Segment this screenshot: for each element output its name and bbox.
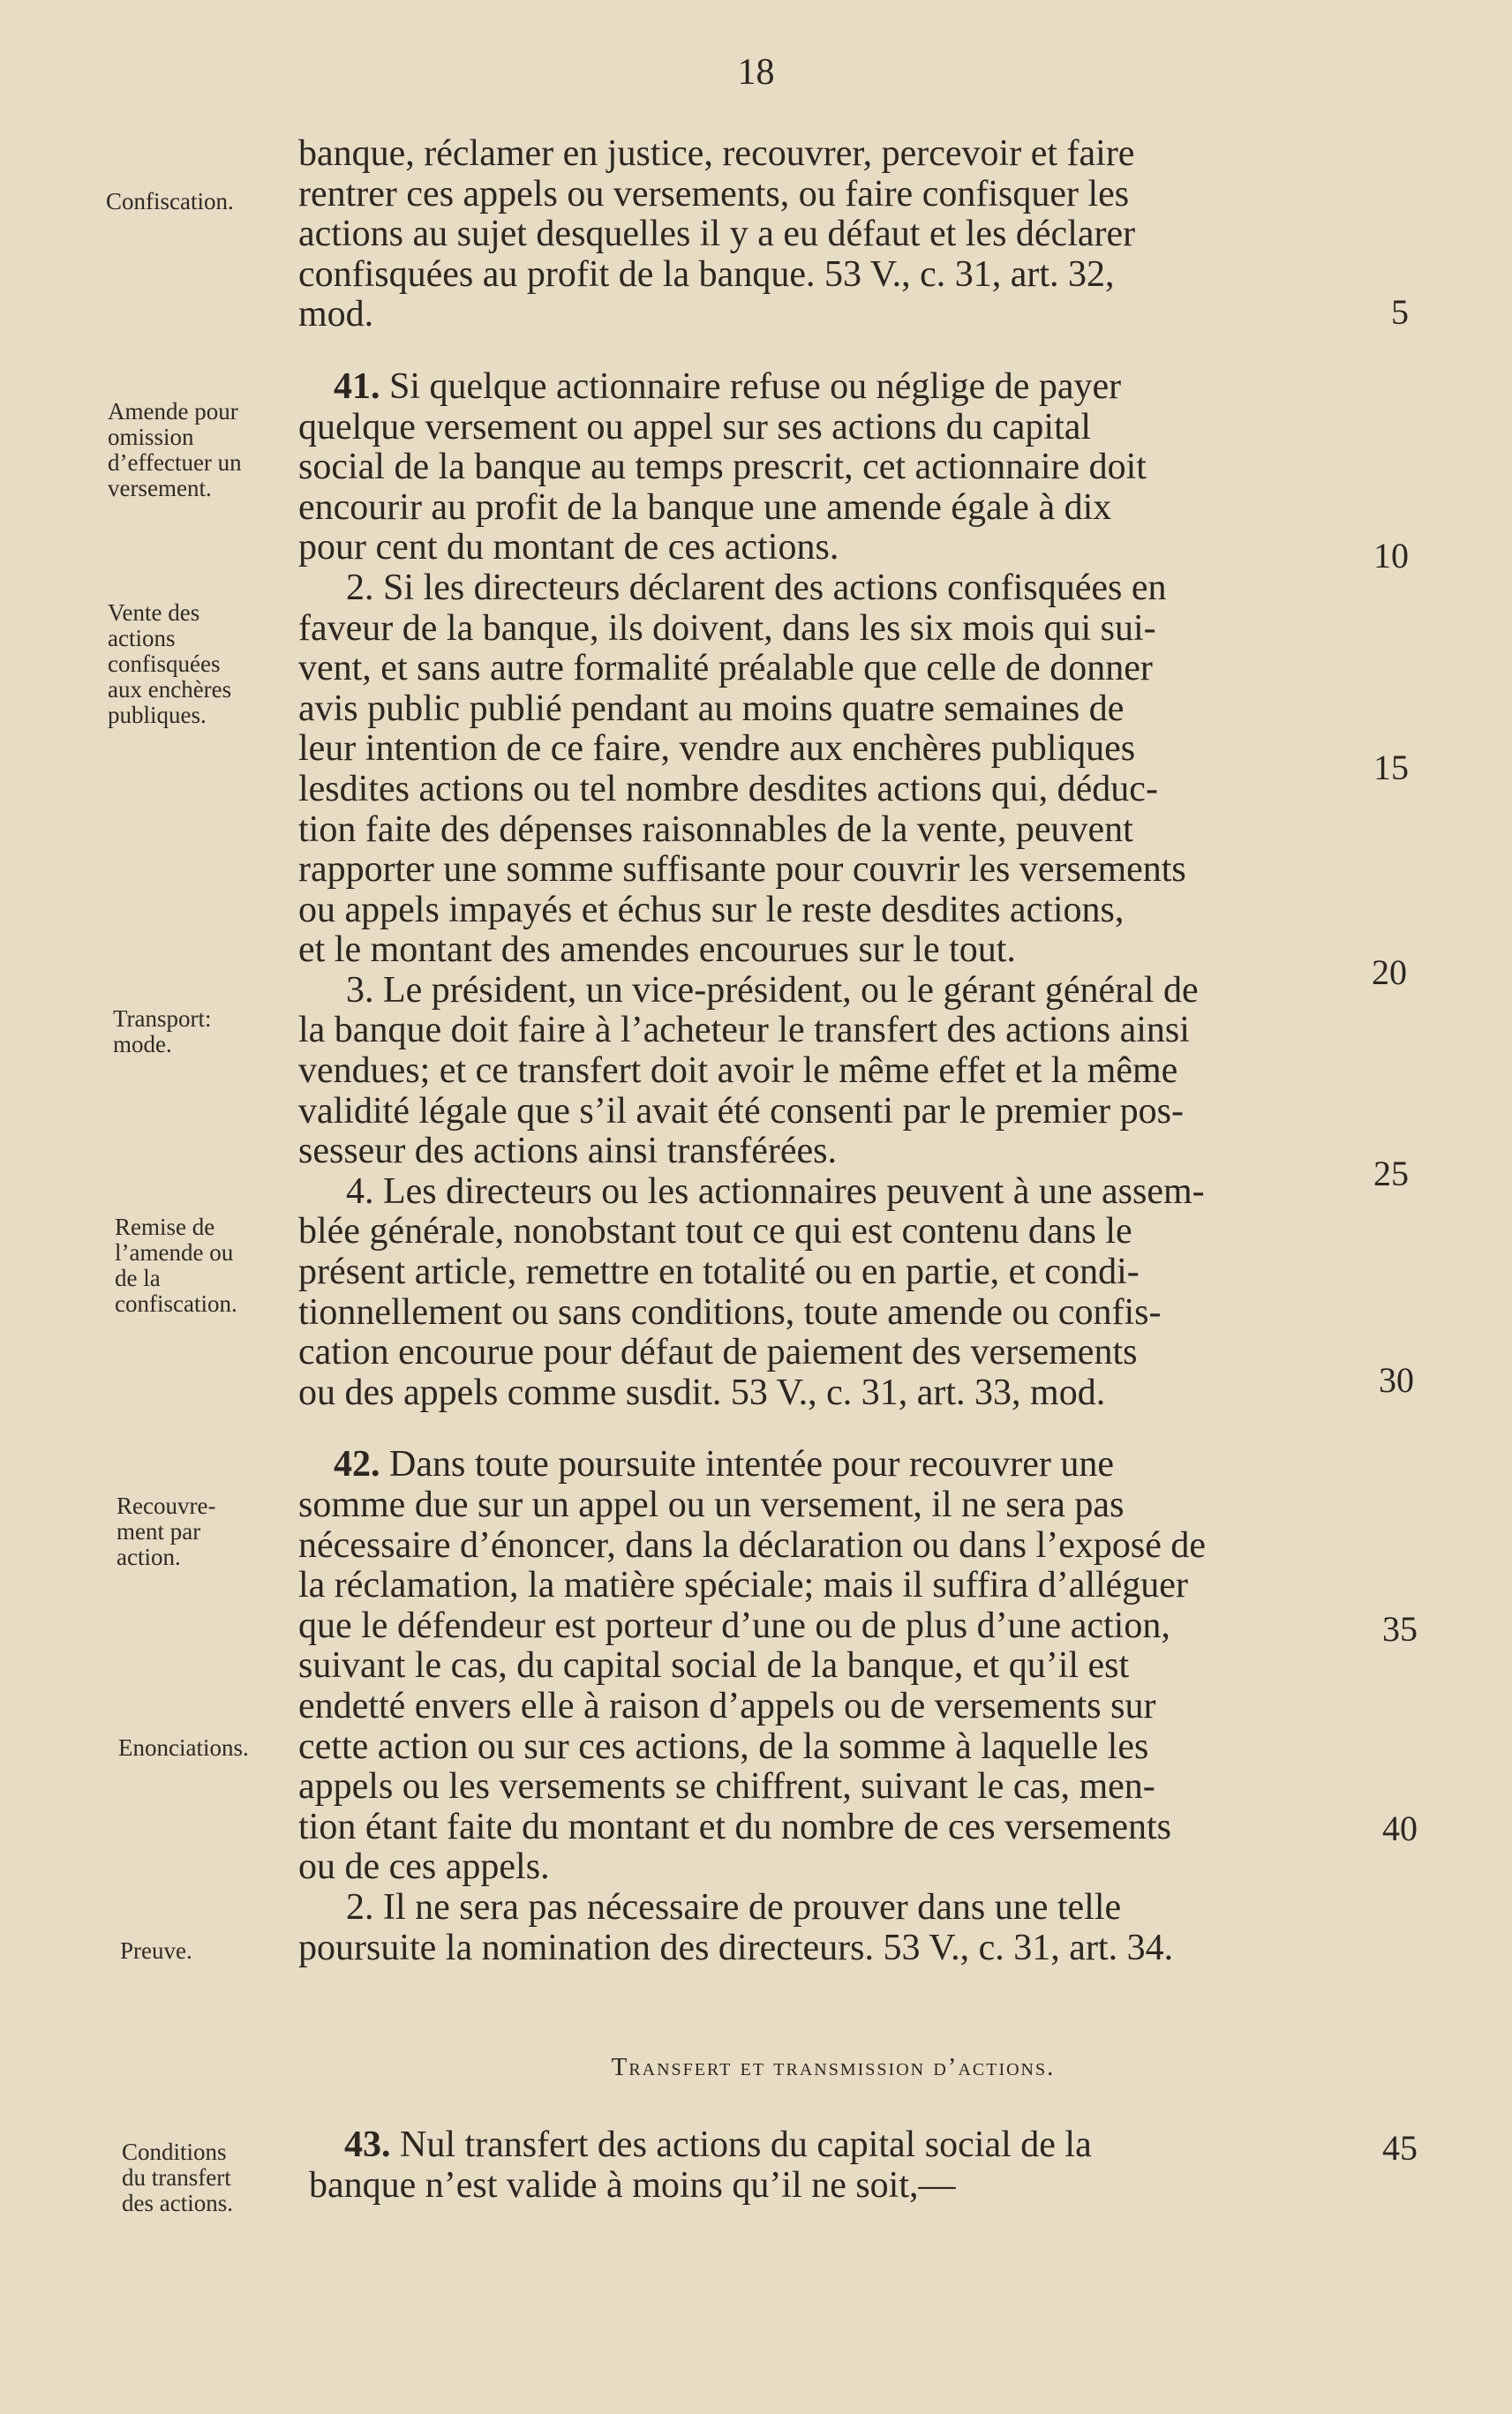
text-line: 2. Il ne sera pas nécessaire de prouver dans une telle: [346, 1886, 1122, 1928]
line-number: 20: [1372, 952, 1407, 992]
line-number: 5: [1391, 292, 1409, 332]
text-line: ou de ces appels.: [298, 1846, 550, 1888]
text-line: pour cent du montant de ces actions.: [298, 527, 839, 568]
text-line: que le défendeur est porteur d’une ou de plus d’une action,: [298, 1605, 1170, 1646]
text-line: quelque versement ou appel sur ses actions du capital: [298, 406, 1092, 447]
line-number: 25: [1373, 1154, 1409, 1193]
text-line: vendues; et ce transfert doit avoir le même effet et la même: [298, 1050, 1178, 1092]
main-text-section-43: [309, 2125, 1092, 2206]
section-heading: Transfert et transmission d’actions.: [611, 2053, 1056, 2081]
text-line: faveur de la banque, ils doivent, dans les six mois qui sui-: [298, 607, 1156, 649]
line-number: 40: [1382, 1809, 1418, 1848]
section-number: 43.: [344, 2124, 391, 2165]
text-line: vent, et sans autre formalité préalable que celle de donner: [298, 648, 1153, 689]
text-line: suivant le cas, du capital social de la banque, et qu’il est: [298, 1645, 1130, 1687]
text-line: social de la banque au temps prescrit, cet actionnaire doit: [298, 447, 1147, 488]
text-line: actions au sujet desquelles il y a eu défaut et les déclarer: [298, 214, 1136, 255]
text-line: rapporter une somme suffisante pour couvrir les versements: [298, 849, 1186, 891]
text-line: validité légale que s’il avait été consenti par le premier pos-: [298, 1090, 1184, 1132]
text-line: blée générale, nonobstant tout ce qui est contenu dans le: [298, 1211, 1132, 1252]
text-line: banque, réclamer en justice, recouvrer, percevoir et faire: [298, 133, 1135, 174]
text-line: endetté envers elle à raison d’appels ou de versements sur: [298, 1685, 1156, 1726]
section-number: 41.: [334, 365, 380, 407]
line-number: 10: [1373, 536, 1409, 575]
margin-note: Conditions du transfert des actions.: [122, 2139, 233, 2216]
section-42-first-line: 42. Dans toute poursuite intentée pour recouvrer une: [334, 1444, 1115, 1485]
text-line: appels ou les versements se chiffrent, suivant le cas, men-: [298, 1766, 1155, 1808]
text-line: la banque doit faire à l’acheteur le transfert des actions ainsi: [298, 1010, 1190, 1051]
text-line: avis public publié pendant au moins quatre semaines de: [298, 688, 1125, 729]
text-line: nécessaire d’énoncer, dans la déclaration ou dans l’exposé de: [298, 1524, 1207, 1566]
text-line: tion étant faite du montant et du nombre de ces versements: [298, 1806, 1172, 1847]
text-line: somme due sur un appel ou un versement, il ne sera pas: [298, 1485, 1125, 1525]
text-line: et le montant des amendes encourues sur le tout.: [298, 929, 1016, 971]
line-number: 45: [1382, 2128, 1418, 2168]
text-line: cation encourue pour défaut de paiement des versements: [298, 1332, 1138, 1373]
text-line: 3. Le président, un vice-président, ou le gérant général de: [346, 969, 1199, 1011]
text-line: ou des appels comme susdit. 53 V., c. 31, art. 33, mod.: [298, 1372, 1106, 1413]
margin-note: Recouvre- ment par action.: [117, 1493, 216, 1570]
section-number: 42.: [334, 1444, 380, 1485]
text-line: lesdites actions ou tel nombre desdites actions qui, déduc-: [298, 768, 1158, 809]
text-line: encourir au profit de la banque une amende égale à dix: [298, 486, 1112, 528]
text-line: mod.: [298, 294, 374, 335]
line-number: 35: [1382, 1609, 1418, 1649]
text-line: la réclamation, la matière spéciale; mais il suffira d’alléguer: [298, 1565, 1188, 1606]
margin-note: Confiscation.: [106, 188, 234, 214]
text-line: rentrer ces appels ou versements, ou faire confisquer les: [298, 173, 1130, 214]
margin-note: Preuve.: [120, 1937, 192, 1964]
text-line: poursuite la nomination des directeurs. 53 V., c. 31, art. 34.: [298, 1927, 1174, 1968]
line-number: 30: [1379, 1360, 1414, 1400]
section-43-first-line: 43. Nul transfert des actions du capital social de la: [344, 2124, 1092, 2165]
text-line: 2. Si les directeurs déclarent des actions confisquées en: [346, 567, 1167, 608]
section-41-first-line: 41. Si quelque actionnaire refuse ou néglige de payer: [334, 365, 1122, 407]
text-line: banque n’est valide à moins qu’il ne soit,—: [309, 2164, 956, 2206]
text-line: 4. Les directeurs ou les actionnaires peuvent à une assem-: [346, 1170, 1205, 1212]
text-line: présent article, remettre en totalité ou en partie, et condi-: [298, 1252, 1140, 1293]
text-line: cette action ou sur ces actions, de la somme à laquelle les: [298, 1726, 1149, 1767]
text-line: leur intention de ce faire, vendre aux enchères publiques: [298, 728, 1136, 770]
margin-note: Enonciations.: [118, 1734, 249, 1761]
text-line: tionnellement ou sans conditions, toute amende ou confis-: [298, 1291, 1162, 1333]
page-number: 18: [737, 52, 775, 93]
text-line: confisquées au profit de la banque. 53 V., c. 31, art. 32,: [298, 253, 1115, 295]
text-line: sesseur des actions ainsi transférées.: [298, 1131, 837, 1172]
margin-note: Remise de l’amende ou de la confiscation.: [115, 1214, 237, 1317]
main-text: [298, 134, 1206, 1968]
margin-note: Amende pour omission d’effectuer un versement.: [108, 398, 242, 501]
line-number: 15: [1373, 748, 1409, 787]
margin-note: Vente des actions confisquées aux enchères publiques.: [108, 599, 232, 728]
margin-note: Transport: mode.: [113, 1005, 212, 1057]
text-line: tion faite des dépenses raisonnables de la vente, peuvent: [298, 808, 1133, 850]
text-line: ou appels impayés et échus sur le reste desdites actions,: [298, 889, 1125, 930]
